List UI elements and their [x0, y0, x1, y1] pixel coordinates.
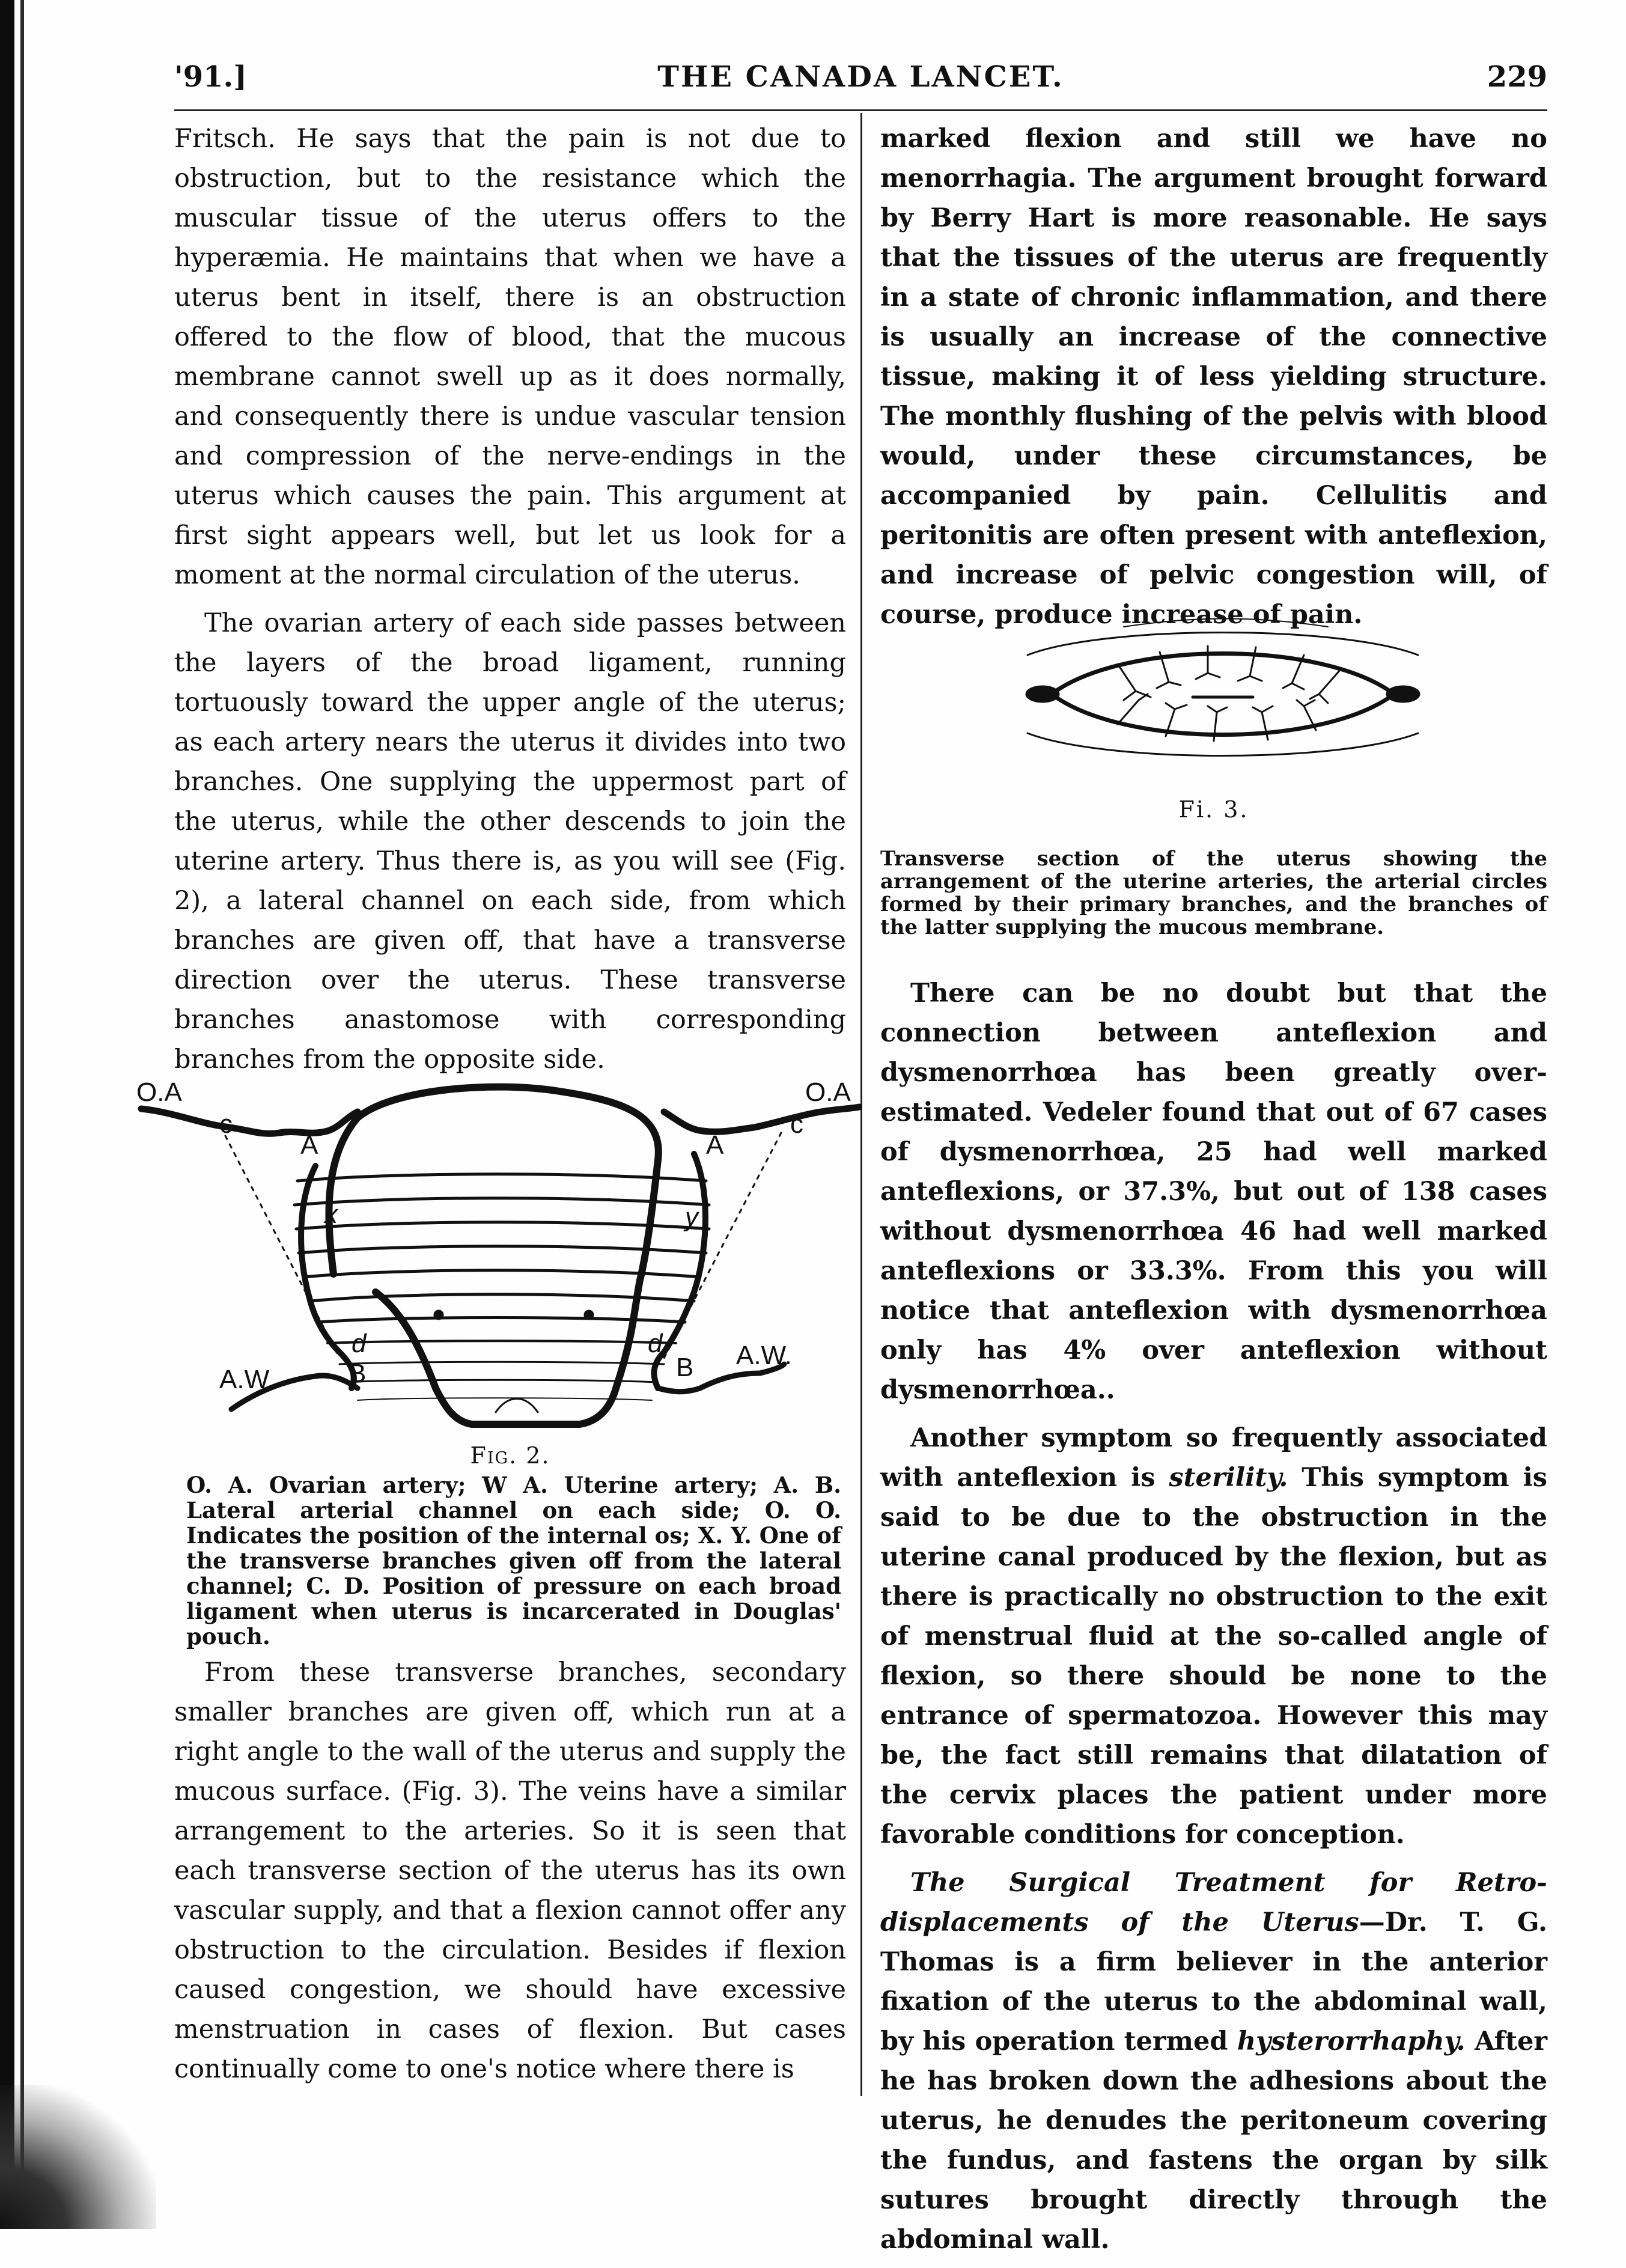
paragraph [880, 1863, 1547, 2260]
left-column-text [174, 119, 846, 1088]
page-binding-edge [0, 0, 14, 2229]
emphasis-sterility: sterility. [1169, 1463, 1288, 1493]
label-a-left: A [300, 1130, 318, 1160]
left-column-text-continued [174, 1653, 846, 2097]
label-aw-right: A.W. [736, 1341, 792, 1370]
paragraph [880, 1418, 1547, 1855]
page-number: 229 [1487, 60, 1547, 94]
text-run: After he has broken down the adhesions about the uterus, he denudes the peritoneum covering the fundus, and fastens the organ by silk sutures brought directly through the abdominal wall. [880, 2026, 1547, 2255]
paragraph: The ovarian artery of each side passes between the layers of the broad ligament, running tortuously toward the upper angle of the uterus; as each artery nears the uterus it divides into two branches. One supplying the uppermost part of the uterus, while the other descends to join the uterine artery. Thus there is, as you will see (Fig. 2), a lateral channel on each side, from which branches are given off, that have a transverse direction over the uterus. These transverse branches anastomose with corresponding branches from the opposite side. [174, 608, 846, 1075]
emphasis-hysterorrhaphy: hysterorrhaphy. [1237, 2026, 1466, 2056]
text-run: Another symptom so frequently associated with anteflexion is [880, 1423, 1547, 1493]
journal-title: THE CANADA LANCET. [657, 60, 1064, 94]
figure-2-uterus-diagram [135, 1076, 862, 1448]
section-title: The Surgical Treatment for Retro-displacements of the Uterus [880, 1868, 1547, 1937]
header-volume-year: '91.] [174, 60, 247, 94]
running-header [174, 60, 1547, 108]
paragraph: Fritsch. He says that the pain is not due to obstruction, but to the resistance which the muscular tissue of the uterus offers to the hyperæmia. He maintains that when we have a uterus bent in itself, there is an obstruction offered to the flow of blood, that the mucous membrane cannot swell up as it does normally, and consequently there is undue vascular tension and compression of the nerve-endings in the uterus which causes the pain. This argument at first sight appears well, but let us look for a moment at the normal circulation of the uterus. [174, 124, 846, 590]
scan-smudge [0, 2085, 156, 2229]
label-aw-left: A.W. [219, 1365, 275, 1394]
label-a-right: A [706, 1130, 724, 1160]
right-column-text-continued [880, 974, 1547, 2268]
figure-3-transverse-section [1015, 610, 1430, 778]
paragraph: From these transverse branches, secondary smaller branches are given off, which run at a right angle to the wall of the uterus and supply the mucous surface. (Fig. 3). The veins have a similar arrangement to the arteries. So it is seen that each transverse section of the uterus has its own vascular supply, and that a flexion cannot offer any obstruction to the circulation. Besides if flexion caused congestion, we should have excessive menstruation in cases of flexion. But cases continually come to one's notice where there is [174, 1657, 846, 2084]
label-b-right: B [676, 1353, 694, 1382]
text-run: This symptom is said to be due to the obstruction in the uterine canal produced by the flexion, but as there is practically no obstruction to the exit of menstrual fluid at the so-called angle of flexion, so there should be none to the entrance of spermatozoa. However this may be, the fact still remains that dilatation of the cervix places the patient under more favorable conditions for conception. [880, 1463, 1548, 1850]
label-oa-left: O.A [136, 1078, 182, 1107]
label-d-left: d [352, 1329, 367, 1358]
label-y: y [685, 1203, 698, 1232]
figure-2-caption: O. A. Ovarian artery; W A. Uterine artery; A. B. Lateral arterial channel on each side; O. O. Indicates the position of the internal os; X. Y. One of the transverse branches given off from the lateral channel; C. D. Position of pressure on each broad ligament when uterus is incarcerated in Douglas' pouch. [186, 1472, 841, 1650]
label-oa-right: O.A [805, 1078, 851, 1107]
label-x: x [324, 1200, 338, 1229]
header-rule [174, 109, 1547, 111]
label-b-left: B [349, 1359, 367, 1388]
text-run: —Dr. T. G. Thomas is a firm believer in the anterior fixation of the uterus to the abdominal wall, by his operation termed [880, 1907, 1547, 2056]
label-d-right: d [648, 1329, 663, 1358]
right-column-text [880, 119, 1547, 643]
paragraph: marked flexion and still we have no menorrhagia. The argument brought forward by Berry Hart is more reasonable. He says that the tissues of the uterus are frequently in a state of chronic inflammation, and there is usually an increase of the connective tissue, making it of less yielding structure. The monthly flushing of the pelvis with blood would, under these circumstances, be accompanied by pain. Cellulitis and peritonitis are often present with anteflexion, and increase of pelvic congestion will, of course, produce increase of pain. [880, 124, 1547, 630]
label-c-right: c [790, 1109, 803, 1139]
page-binding-line [20, 0, 24, 2229]
figure-3-caption: Transverse section of the uterus showing the arrangement of the uterine arteries, the arterial circles formed by their primary branches, and the branches of the latter supplying the mucous membrane. [880, 847, 1547, 939]
figure-2-label: Fig. 2. [470, 1442, 550, 1469]
figure-3-label: Fi. 3. [1178, 796, 1249, 823]
paragraph: There can be no doubt but that the connection between anteflexion and dysmenorrhœa has been greatly over-estimated. Vedeler found that out of 67 cases of dysmenorrhœa, 25 had well marked anteflexions, or 37.3%, but out of 138 cases without dysmenorrhœa 46 had well marked anteflexions or 33.3%. From this you will notice that anteflexion with dysmenorrhœa only has 4% over anteflexion without dysmenorrhœa.. [880, 978, 1547, 1405]
label-c-left: c [219, 1109, 233, 1139]
